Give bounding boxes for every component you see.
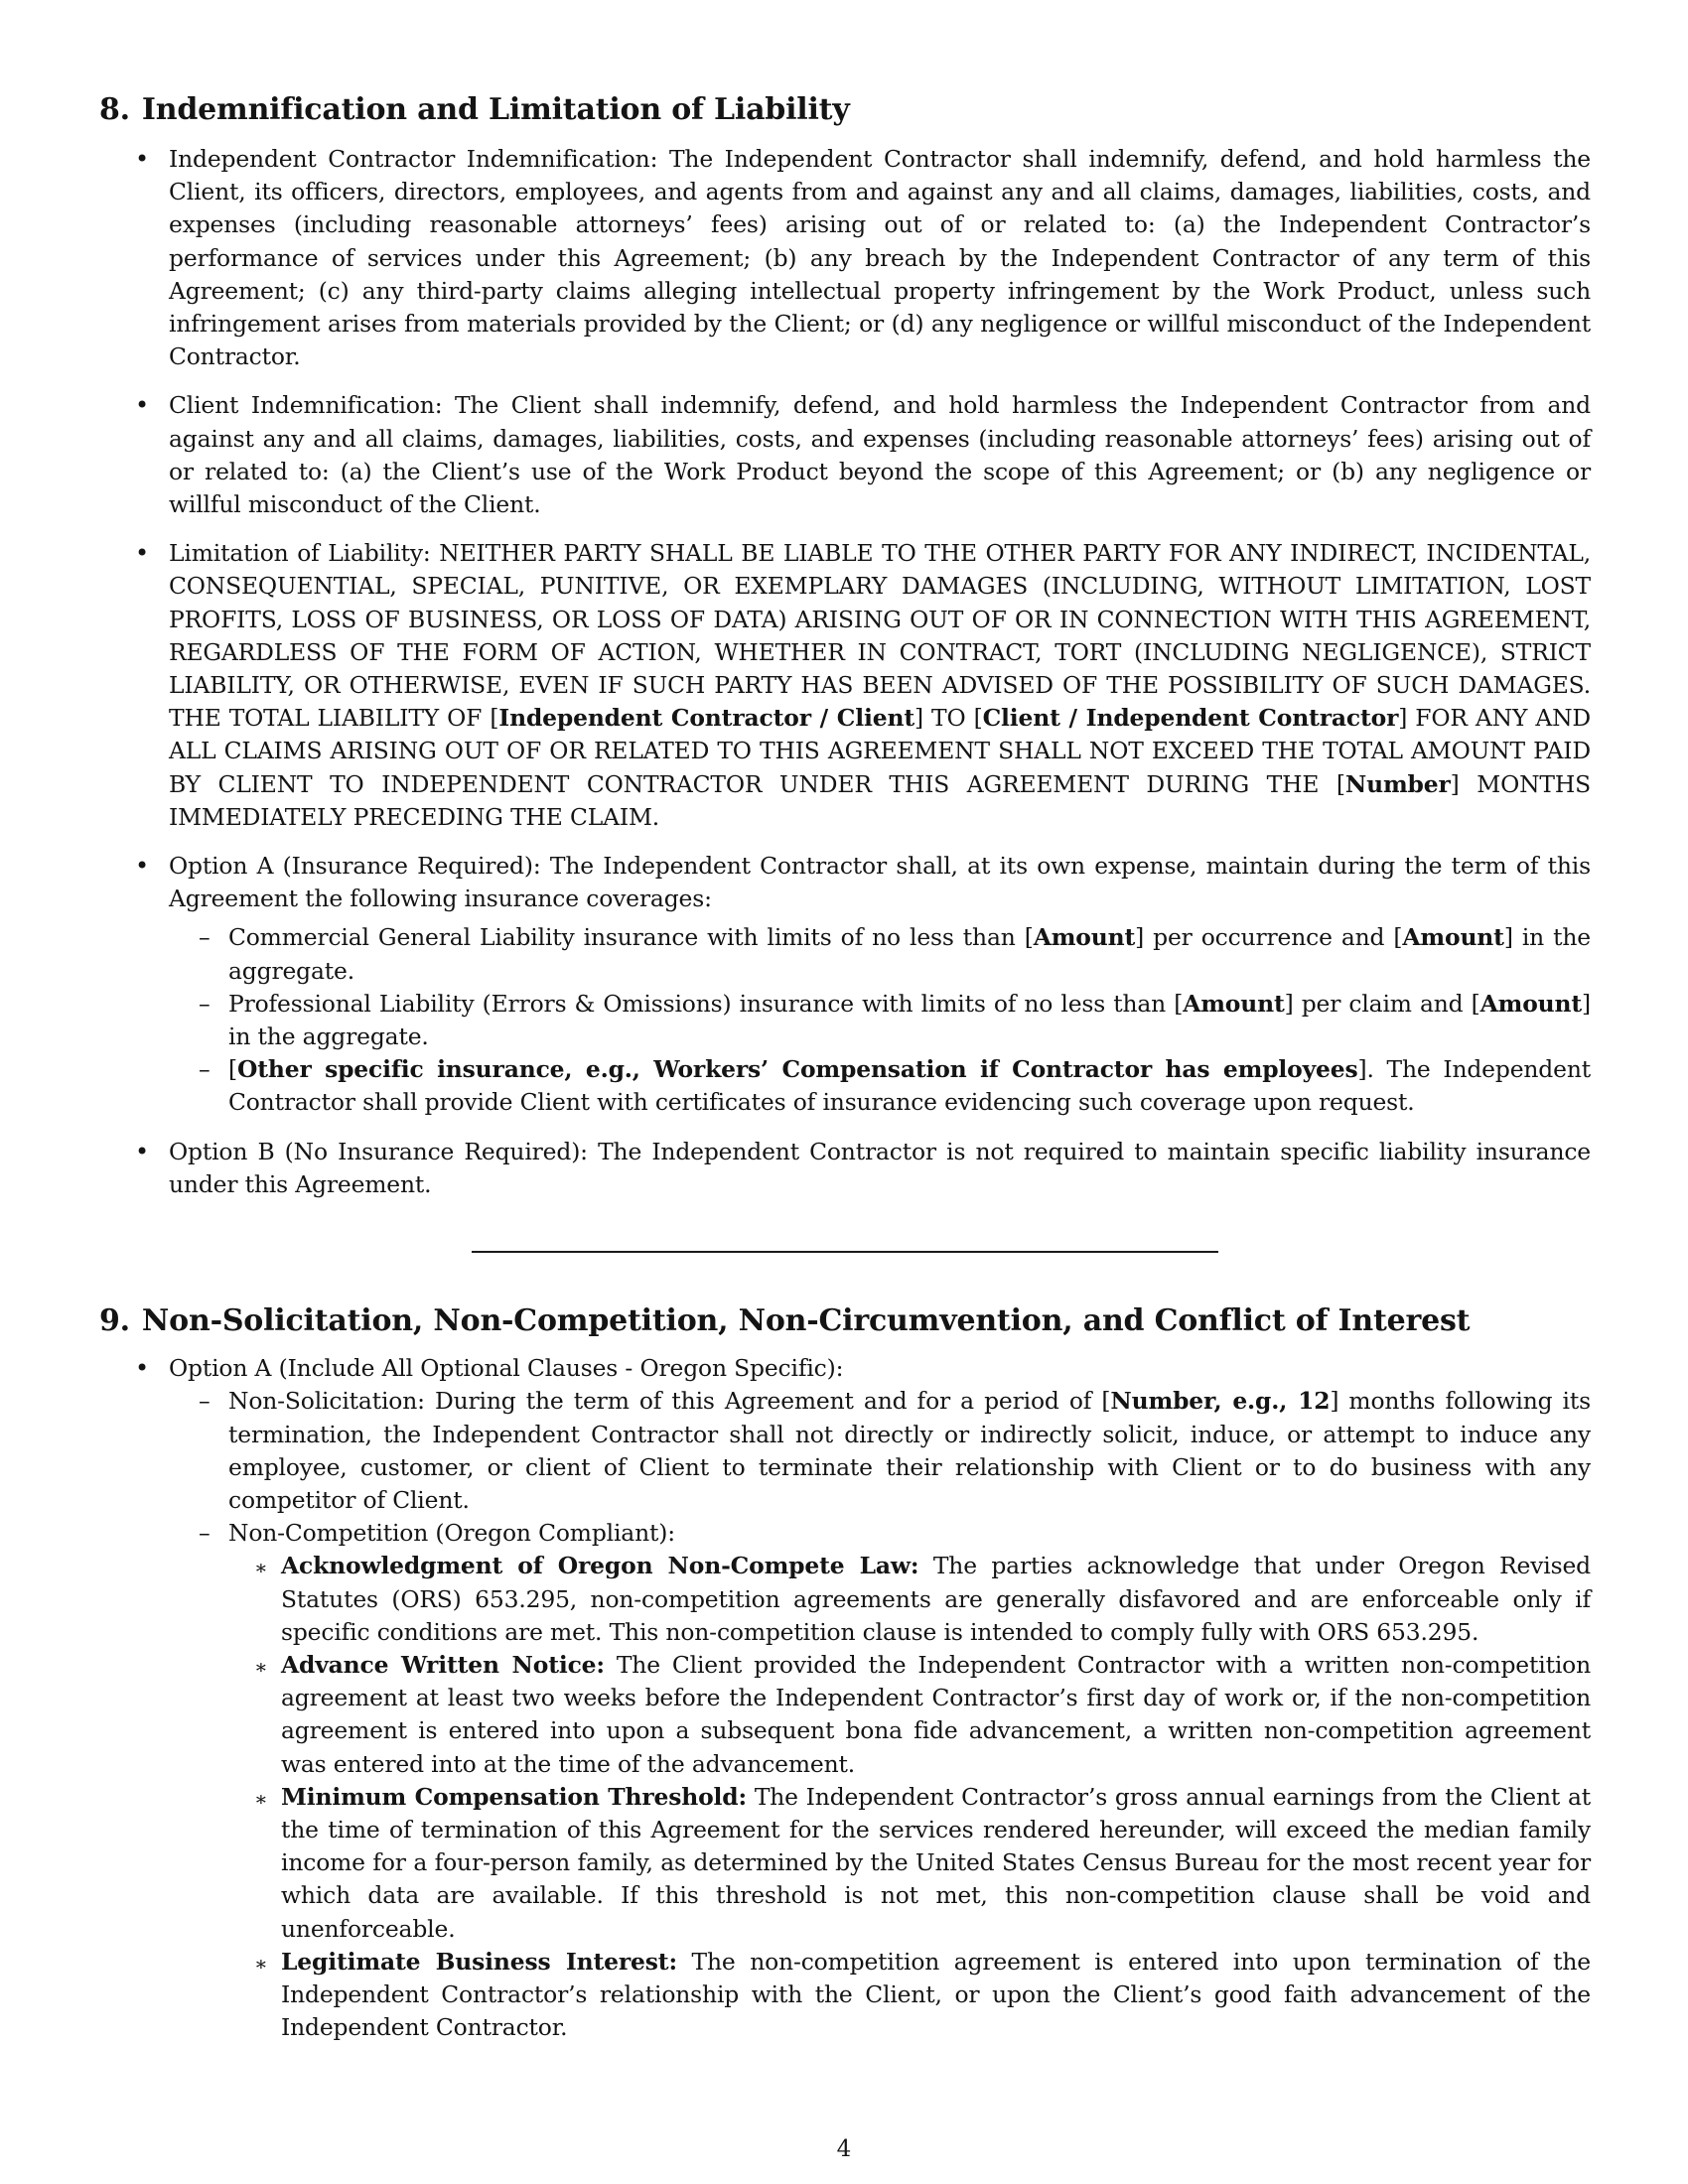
paragraph [228, 1053, 1591, 1119]
clause-text: The non-competition agreement is entered into upon termination of the Independent Contractor’s relationship with the Client, or upon the Client’s good faith advancement of the Independent Contractor. [281, 1947, 1591, 2042]
list-item-client-indemnification [99, 389, 1591, 521]
placeholder-amount: Amount [1402, 923, 1504, 952]
placeholder-other-insurance: Other specific insurance, e.g., Workers’ Compensation if Contractor has employees [236, 1055, 1358, 1084]
section-title: Indemnification and Limitation of Liability [141, 92, 850, 127]
sublist-item-professional-liability [169, 988, 1591, 1053]
clause-title: Advance Written Notice: [281, 1650, 605, 1679]
list-item-option-a-insurance [99, 850, 1591, 1120]
text-run: ] FOR ANY AND ALL CLAIMS ARISING OUT OF OR RELATED TO THIS AGREEMENT SHALL NOT EXCEED THE TOTAL AMOUNT PAID BY CLIENT TO INDEPENDENT CONTRACTOR UNDER THIS AGREEMENT DURING THE [ [169, 704, 1592, 798]
asterisk-icon: ∗ [254, 1951, 268, 1976]
bullet-icon: • [135, 539, 150, 568]
section-title: Non-Solicitation, Non-Competition, Non-Circumvention, and Conflict of Interest [141, 1303, 1471, 1339]
clause-acknowledgment [228, 1550, 1591, 1649]
dash-icon: – [199, 989, 211, 1018]
text-run: [ [228, 1055, 237, 1084]
sublist-item-other-insurance [169, 1053, 1591, 1119]
sublist-item-general-liability [169, 921, 1591, 987]
clause-legitimate-interest [228, 1946, 1591, 2045]
clause-minimum-compensation [228, 1781, 1591, 1946]
paragraph [281, 1550, 1591, 1649]
dash-icon: – [199, 1387, 211, 1416]
placeholder-party: Client / Independent Contractor [982, 704, 1399, 733]
clause-title: Acknowledgment of Oregon Non-Compete Law: [281, 1552, 919, 1580]
bullet-icon: • [135, 145, 150, 173]
bullet-icon: • [135, 1354, 150, 1383]
section-divider [472, 1251, 1218, 1253]
bullet-icon: • [135, 1137, 150, 1165]
clause-advance-notice [228, 1649, 1591, 1781]
paragraph: Client Indemnification: The Client shall indemnify, defend, and hold harmless the Independent Contractor from and against any and all claims, damages, liabilities, costs, and expenses (including reasonable attorneys’ fees) arising out of or related to: (a) the Client’s use of the Work Product beyond the scope of this Agreement; or (b) any negligence or willful misconduct of the Client. [169, 391, 1591, 519]
placeholder-party: Independent Contractor / Client [498, 704, 914, 733]
bullet-icon: • [135, 852, 150, 881]
section-8-list [99, 143, 1591, 1201]
insurance-sublist [169, 921, 1591, 1119]
non-competition-sublist [228, 1550, 1591, 2044]
placeholder-number: Number, e.g., 12 [1110, 1387, 1331, 1416]
list-item-option-b-insurance [99, 1136, 1591, 1201]
text-run: Non-Solicitation: During the term of this Agreement and for a period of [ [228, 1387, 1111, 1416]
paragraph [228, 1385, 1591, 1517]
placeholder-amount: Amount [1033, 923, 1136, 952]
text-run: ] per claim and [ [1284, 989, 1480, 1018]
section-8-heading [99, 91, 1591, 129]
clause-text: The parties acknowledge that under Oregon Revised Statutes (ORS) 653.295, non-competition agreements are generally disfavored and are enforceable only if specific conditions are met. This non-competition clause is intended to comply fully with ORS 653.295. [281, 1552, 1591, 1646]
text-run: ] per occurrence and [ [1135, 923, 1403, 952]
sublist-item-non-competition [169, 1517, 1591, 2044]
paragraph [228, 988, 1591, 1053]
paragraph [281, 1946, 1591, 2045]
paragraph [169, 537, 1591, 834]
text-run: ] TO [ [914, 704, 983, 733]
paragraph [281, 1649, 1591, 1781]
text-run: Commercial General Liability insurance with limits of no less than [ [228, 923, 1034, 952]
clause-title: Minimum Compensation Threshold: [281, 1782, 747, 1811]
text-run: ] months following its termination, the Independent Contractor shall not directly or indirectly solicit, induce, or attempt to induce any employee, customer, or client of Client to terminate their relationship with Client or to do business with any competitor of Client. [228, 1387, 1591, 1514]
placeholder-amount: Amount [1479, 989, 1583, 1018]
section-9-heading [99, 1302, 1591, 1340]
placeholder-amount: Amount [1183, 989, 1285, 1018]
clause-text: The Client provided the Independent Contractor with a written non-competition agreement at least two weeks before the Independent Contractor’s first day of work or, if the non-competition agreement is entered into upon a subsequent bona fide advancement, a written non-competition agreement was entered into at the time of the advancement. [281, 1650, 1591, 1778]
text-run: Limitation of Liability: NEITHER PARTY SHALL BE LIABLE TO THE OTHER PARTY FOR ANY INDIRECT, INCIDENTAL, CONSEQUENTIAL, SPECIAL, PUNITIVE, OR EXEMPLARY DAMAGES (INCLUDING, WITHOUT LIMITATION, LOST PROFITS, LOSS OF BUSINESS, OR LOSS OF DATA) ARISING OUT OF OR IN CONNECTION WITH THIS AGREEMENT, REGARDLESS OF THE FORM OF ACTION, WHETHER IN CONTRACT, TORT (INCLUDING NEGLIGENCE), STRICT LIABILITY, OR OTHERWISE, EVEN IF SUCH PARTY HAS BEEN ADVISED OF THE POSSIBILITY OF SUCH DAMAGES. THE TOTAL LIABILITY OF [ [169, 539, 1591, 733]
dash-icon: – [199, 1055, 211, 1084]
page-number: 4 [836, 2136, 852, 2162]
section-number: 9. [99, 1303, 130, 1339]
dash-icon: – [199, 1519, 211, 1548]
list-item-contractor-indemnification [99, 143, 1591, 373]
section-number: 8. [99, 92, 130, 127]
list-item-limitation-of-liability [99, 537, 1591, 834]
paragraph: Option B (No Insurance Required): The Independent Contractor is not required to maintain specific liability insurance under this Agreement. [169, 1137, 1591, 1198]
paragraph [281, 1781, 1591, 1946]
clause-title: Legitimate Business Interest: [281, 1947, 677, 1976]
clause-text: The Independent Contractor’s gross annual earnings from the Client at the time of termination of this Agreement for the services rendered hereunder, will exceed the median family income for a four-person family, as determined by the United States Census Bureau for the most recent year for which data are available. If this threshold is not met, this non-competition clause shall be void and unenforceable. [281, 1782, 1591, 1943]
paragraph: Independent Contractor Indemnification: The Independent Contractor shall indemnify, defend, and hold harmless the Client, its officers, directors, employees, and agents from and against any and all claims, damages, liabilities, costs, and expenses (including reasonable attorneys’ fees) arising out of or related to: (a) the Independent Contractor’s performance of services under this Agreement; (b) any breach by the Independent Contractor of any term of this Agreement; (c) any third-party claims alleging intellectual property infringement by the Work Product, unless such infringement arises from materials provided by the Client; or (d) any negligence or willful misconduct of the Independent Contractor. [169, 145, 1591, 371]
asterisk-icon: ∗ [254, 1654, 268, 1679]
paragraph: Option A (Insurance Required): The Independent Contractor shall, at its own expense, maintain during the term of this Agreement the following insurance coverages: [169, 852, 1591, 913]
text-run: ] in the aggregate. [228, 923, 1591, 985]
bullet-icon: • [135, 391, 150, 420]
paragraph: Option A (Include All Optional Clauses - Oregon Specific): [169, 1354, 844, 1383]
paragraph [228, 921, 1591, 987]
dash-icon: – [199, 923, 211, 952]
list-item-option-a-clauses [99, 1352, 1591, 2044]
text-run: ] MONTHS IMMEDIATELY PRECEDING THE CLAIM. [169, 769, 1591, 831]
section-9-list [99, 1352, 1591, 2044]
paragraph: Non-Competition (Oregon Compliant): [228, 1519, 675, 1548]
placeholder-number: Number [1344, 769, 1451, 798]
clauses-sublist [169, 1385, 1591, 2044]
text-run: ] in the aggregate. [228, 989, 1591, 1051]
document-page [99, 91, 1591, 2060]
text-run: ]. The Independent Contractor shall provide Client with certificates of insurance evidencing such coverage upon request. [228, 1055, 1591, 1117]
asterisk-icon: ∗ [254, 1556, 268, 1580]
asterisk-icon: ∗ [254, 1786, 268, 1811]
sublist-item-non-solicitation [169, 1385, 1591, 1517]
text-run: Professional Liability (Errors & Omissions) insurance with limits of no less than [ [228, 989, 1184, 1018]
